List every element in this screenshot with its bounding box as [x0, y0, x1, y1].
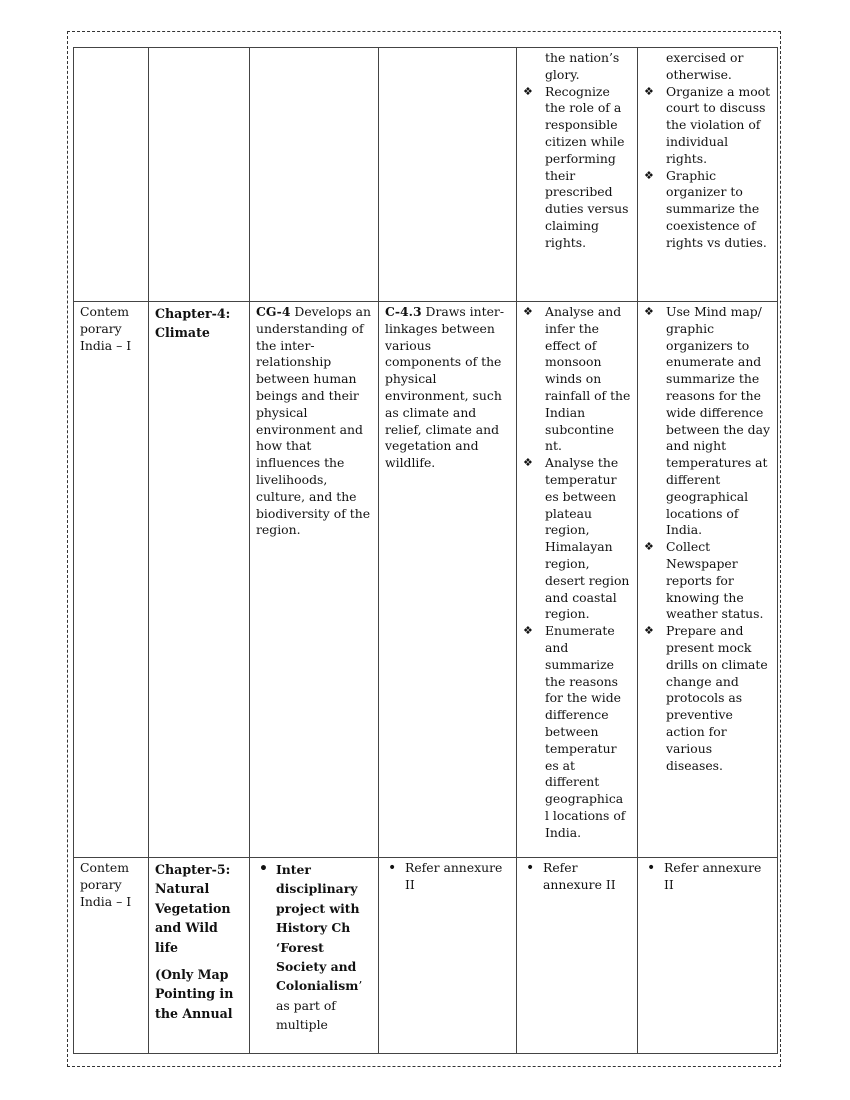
book-cell: [74, 858, 149, 1054]
learning-outcomes-cell: [517, 302, 638, 858]
chapter-title: Chapter-4: Climate: [155, 306, 231, 341]
list-item: ❖ Organize a moot court to discuss the violation of individual rights.: [644, 84, 771, 168]
pedagogy-cell: [638, 48, 778, 302]
competency-goal-cell: [250, 858, 379, 1054]
project-title: Inter disciplinary project with History Ch ‘Forest Society and Colonialism: [276, 862, 360, 994]
outcome-continued-text: the nation’s glory.: [545, 50, 620, 82]
list-item: ❖ Enumerate and summarize the reasons for the wide difference between temperatur es at different geographica l locations of India.: [523, 623, 631, 841]
list-item: • Refer annexure II: [644, 860, 771, 894]
list-item: [256, 860, 372, 1035]
list-item: • Refer annexure II: [385, 860, 510, 894]
pedagogy-cell: [638, 302, 778, 858]
competency-cell: [379, 48, 517, 302]
list-item: ❖ Collect Newspaper reports for knowing the weather status.: [644, 539, 771, 623]
chapter-title: Chapter-5: Natural Vegetation and Wild life: [155, 862, 231, 955]
book-name: Contem porary India – I: [80, 304, 132, 353]
learning-outcomes-cell: [517, 858, 638, 1054]
chapter-cell: [149, 48, 250, 302]
chapter-cell: [149, 858, 250, 1054]
learning-outcomes-cell: [517, 48, 638, 302]
list-item: • Refer annexure II: [523, 860, 631, 894]
c-text: Draws inter-linkages between various components of the physical environment, such as climate and relief, climate and vegetation and wildlife.: [385, 304, 505, 471]
project-text: ’ as part of multiple: [276, 978, 363, 1033]
book-cell: [74, 302, 149, 858]
list-item: ❖ Use Mind map/ graphic organizers to enumerate and summarize the reasons for the wide difference between the day and night temperatures at different geographical locations of India.: [644, 304, 771, 539]
syllabus-table: [73, 47, 778, 1054]
cg-text: Develops an understanding of the inter-relationship between human beings and their physical environment and how that influences the livelihoods, culture, and the biodiversity of the region.: [256, 304, 372, 538]
list-item: ❖ Analyse the temperatur es between plateau region, Himalayan region, desert region and coastal region.: [523, 455, 631, 623]
competency-goal-cell: [250, 48, 379, 302]
cg-code: CG-4: [256, 304, 291, 319]
competency-cell: [379, 302, 517, 858]
list-item: ❖ Recognize the role of a responsible citizen while performing their prescribed duties versus claiming rights.: [523, 84, 631, 252]
competency-cell: [379, 858, 517, 1054]
book-name: Contem porary India – I: [80, 860, 132, 909]
pedagogy-cell: [638, 858, 778, 1054]
competency-goal-cell: [250, 302, 379, 858]
table-row: [74, 48, 778, 302]
table-row: [74, 302, 778, 858]
list-item: ❖ Analyse and infer the effect of monsoon winds on rainfall of the Indian subcontine nt.: [523, 304, 631, 455]
pedagogy-continued-text: exercised or otherwise.: [666, 50, 744, 82]
list-item: ❖ Prepare and present mock drills on climate change and protocols as preventive action for various diseases.: [644, 623, 771, 774]
c-code: C-4.3: [385, 304, 422, 319]
chapter-cell: [149, 302, 250, 858]
list-item: ❖ Graphic organizer to summarize the coexistence of rights vs duties.: [644, 168, 771, 252]
chapter-note: (Only Map Pointing in the Annual: [155, 967, 234, 1021]
book-cell: [74, 48, 149, 302]
table-row: [74, 858, 778, 1054]
